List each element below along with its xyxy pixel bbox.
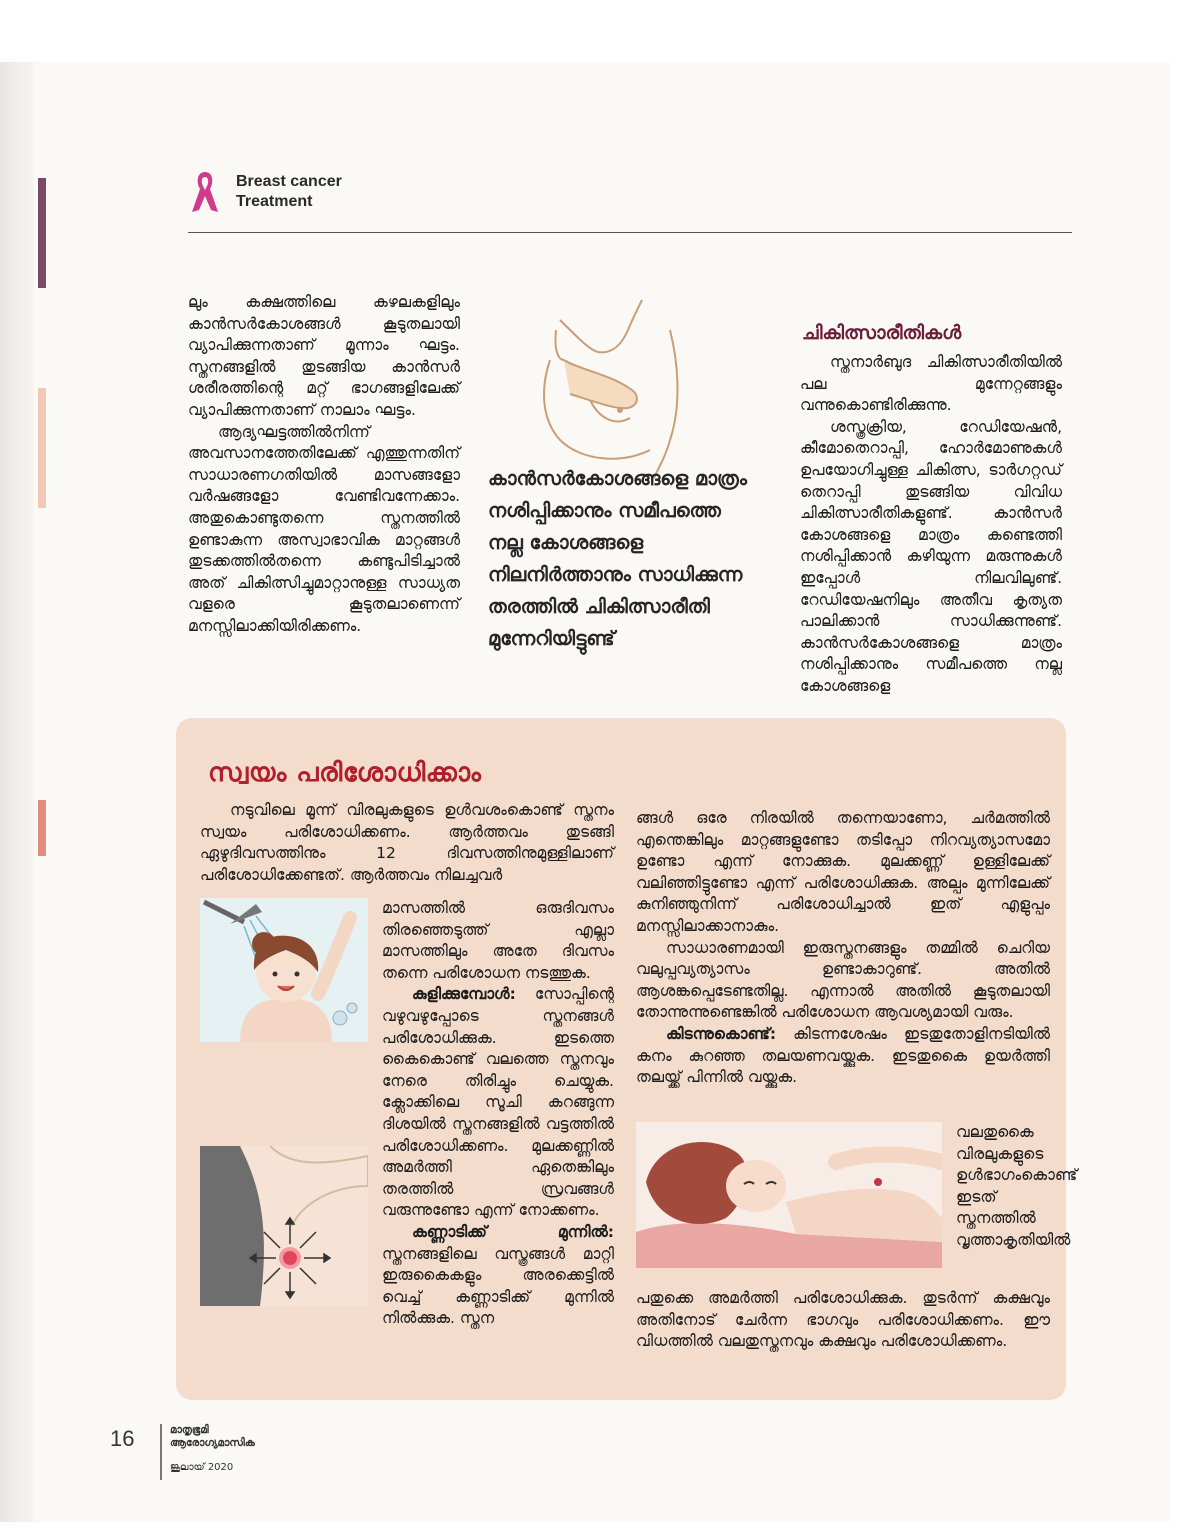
paragraph: സാധാരണമായി ഇരുസ്തനങ്ങളും തമ്മിൽ ചെറിയ വലുപ്പവ്യത്യാസം ഉണ്ടാകാറുണ്ട്. അതിൽ ആശങ്കപ്പെടേണ്ടതില്ല. എന്നാൽ അതിൽ കൂടുതലായി തോന്നുന്നുണ്ടെങ്കിൽ പരിശോധന ആവശ്യമായി വരും. <box>636 938 1050 1022</box>
box-title: സ്വയം പരിശോധിക്കാം <box>208 758 482 788</box>
box-narrow-column <box>956 1122 1078 1252</box>
lying-exam-illustration-frame <box>636 1122 942 1268</box>
paragraph: ങ്ങൾ ഒരേ നിരയിൽ തന്നെയാണോ, ചർമത്തിൽ എന്തെങ്കിലും മാറ്റങ്ങളുണ്ടോ തടിപ്പോ നിറവ്യത്യാസമോ ഉണ്ടോ എന്ന് നോക്കുക. മുലക്കണ്ണ് ഉള്ളിലേക്ക് വലിഞ്ഞിട്ടുണ്ടോ എന്ന് പരിശോധിക്കുക. അല്പം മുന്നിലേക്ക് കുനിഞ്ഞുനിന്ന് പരിശോധിച്ചാൽ ഇത് എളുപ്പം മനസ്സിലാക്കാനാകും. <box>636 809 1050 935</box>
edge-color-mark <box>38 800 46 856</box>
brand-subname: ആരോഗ്യമാസിക <box>170 1437 255 1449</box>
paragraph: ആദ്യഘട്ടത്തിൽനിന്ന് അവസാനത്തേതിലേക്ക് എത്തുന്നതിന് സാധാരണഗതിയിൽ മാസങ്ങളോ വർഷങ്ങളോ വേണ്ടിവന്നേക്കാം. അതുകൊണ്ടുതന്നെ സ്തനത്തിൽ ഉണ്ടാകുന്ന അസ്വാഭാവിക മാറ്റങ്ങൾ തുടക്കത്തിൽതന്നെ കണ്ടുപിടിച്ചാൽ അത് ചികിത്സിച്ചുമാറ്റാനുള്ള സാധ്യത വളരെ കൂടുതലാണെന്ന് മനസ്സിലാക്കിയിരിക്കണം. <box>188 422 460 635</box>
bath-label: കുളിക്കുമ്പോൾ: <box>412 985 516 1004</box>
issue-date: ജൂലായ് 2020 <box>170 1462 234 1473</box>
section-title-line2: Treatment <box>236 193 313 210</box>
section-title-line1: Breast cancer <box>236 173 342 190</box>
torso-illustration <box>520 290 710 480</box>
section-title <box>236 172 342 212</box>
box-right-final <box>636 1288 1050 1353</box>
box-left-column <box>382 898 614 1330</box>
box-right-column <box>636 808 1050 1089</box>
box-intro <box>200 800 614 886</box>
page-number: 16 <box>110 1426 135 1451</box>
pull-quote: കാൻസർകോശങ്ങളെ മാത്രം നശിപ്പിക്കാനും സമീപത്തെ നല്ല കോശങ്ങളെ നിലനിർത്താനും സാധിക്കുന്ന തരത്തിൽ ചികിത്സാരീതി മുന്നേറിയിട്ടുണ്ട് <box>488 467 747 650</box>
paragraph: ലും കക്ഷത്തിലെ കഴലകളിലും കാൻസർകോശങ്ങൾ കൂടുതലായി വ്യാപിക്കുന്നതാണ് മൂന്നാം ഘട്ടം. സ്തനങ്ങളിൽ തുടങ്ങിയ കാൻസർ ശരീരത്തിന്റെ മറ്റ് ഭാഗങ്ങളിലേക്ക് വ്യാപിക്കുന്നതാണ് നാലാം ഘട്ടം. <box>188 293 460 419</box>
edge-color-mark <box>38 388 46 508</box>
mirror-paragraph <box>382 1222 614 1330</box>
lying-exam-illustration <box>636 1122 942 1268</box>
magazine-brand <box>170 1424 255 1450</box>
lying-paragraph <box>636 1024 1050 1089</box>
brand-name: മാതൃഭൂമി <box>170 1424 209 1436</box>
breast-exam-arrows-illustration <box>200 1146 368 1306</box>
lying-text: കിടന്നശേഷം ഇടതുതോളിനടിയിൽ കനം കുറഞ്ഞ തലയണവയ്ക്കുക. ഇടതുകൈ ഉയർത്തി തലയ്ക്ക് പിന്നിൽ വയ്ക്കുക. <box>636 1024 1050 1087</box>
footer-divider <box>160 1424 162 1480</box>
edge-color-mark <box>38 178 46 288</box>
pink-ribbon-icon <box>188 168 222 218</box>
paragraph: ശസ്ത്രക്രിയ, റേഡിയേഷൻ, കീമോതെറാപ്പി, ഹോർമോണുകൾ ഉപയോഗിച്ചുള്ള ചികിത്സ, ടാർഗറ്റഡ് തെറാപ്പി തുടങ്ങിയ വിവിധ ചികിത്സാരീതികളുണ്ട്. കാൻസർ കോശങ്ങളെ മാത്രം കണ്ടെത്തി നശിപ്പിക്കാൻ കഴിയുന്ന മരുന്നുകൾ ഇപ്പോൾ നിലവിലുണ്ട്. റേഡിയേഷനിലും അതീവ കൃത്യത പാലിക്കാൻ സാധിക്കുന്നുണ്ട്. കാൻസർകോശങ്ങളെ മാത്രം നശിപ്പിക്കാനും സമീപത്തെ നല്ല കോശങ്ങളെ <box>800 417 1062 695</box>
paragraph: സ്തനാർബുദ ചികിത്സാരീതിയിൽ പല മുന്നേറ്റങ്ങളും വന്നുകൊണ്ടിരിക്കുന്നു. <box>800 353 1062 415</box>
article-column-1 <box>188 292 460 638</box>
breast-exam-illustration-frame <box>200 1146 368 1306</box>
shower-illustration <box>200 898 368 1042</box>
article-header <box>188 166 1072 233</box>
bath-text: സോപ്പിന്റെ വഴുവഴുപ്പോടെ സ്തനങ്ങൾ പരിശോധിക്കുക. ഇടത്തെ കൈകൊണ്ട് വലത്തെ സ്തനവും നേരെ തിരിച്ചും ചെയ്യുക. ക്ലോക്കിലെ സൂചി കറങ്ങുന്ന ദിശയിൽ സ്തനങ്ങളിൽ വട്ടത്തിൽ പരിശോധിക്കണം. മുലക്കണ്ണിൽ അമർത്തി ഏതെങ്കിലും തരത്തിൽ സ്രവങ്ങൾ വരുന്നുണ്ടോ എന്ന് നോക്കണം. <box>382 985 614 1220</box>
paragraph: മാസത്തിൽ ഒരുദിവസം തിരഞ്ഞെടുത്ത് എല്ലാ മാസത്തിലും അതേ ദിവസം തന്നെ പരിശോധന നടത്തുക. <box>382 899 614 982</box>
shower-illustration-frame <box>200 898 368 1042</box>
paragraph: വലതുകൈ വിരലുകളുടെ ഉൾഭാഗംകൊണ്ട് ഇടത് സ്തനത്തിൽ വൃത്താകൃതിയിൽ <box>956 1123 1078 1249</box>
mirror-text: സ്തനങ്ങളിലെ വസ്ത്രങ്ങൾ മാറ്റി ഇരുകൈകളും അരക്കെട്ടിൽ വെച്ച് കണ്ണാടിക്ക് മുന്നിൽ നിൽക്കുക. സ്തന <box>382 1244 614 1328</box>
scan-edge-strip <box>0 62 34 1522</box>
subheading-treatments: ചികിത്സാരീതികൾ <box>802 322 962 344</box>
article-column-3 <box>800 352 1062 698</box>
paragraph: നടുവിലെ മൂന്ന് വിരലുകളുടെ ഉൾവശംകൊണ്ട് സ്തനം സ്വയം പരിശോധിക്കണം. ആർത്തവം തുടങ്ങി ഏഴുദിവസത്തിനും 12 ദിവസത്തിനുമുള്ളിലാണ് പരിശോധിക്കേണ്ടത്. ആർത്തവം നിലച്ചവർ <box>200 801 614 884</box>
lying-label: കിടന്നുകൊണ്ട്: <box>666 1024 777 1043</box>
paragraph: പതുക്കെ അമർത്തി പരിശോധിക്കുക. തുടർന്ന് കക്ഷവും അതിനോട് ചേർന്ന ഭാഗവും പരിശോധിക്കണം. ഈ വിധത്തിൽ വലതുസ്തനവും കക്ഷവും പരിശോധിക്കണം. <box>636 1289 1050 1351</box>
bath-paragraph <box>382 984 614 1222</box>
mirror-label: കണ്ണാടിക്ക് മുന്നിൽ: <box>412 1222 614 1241</box>
